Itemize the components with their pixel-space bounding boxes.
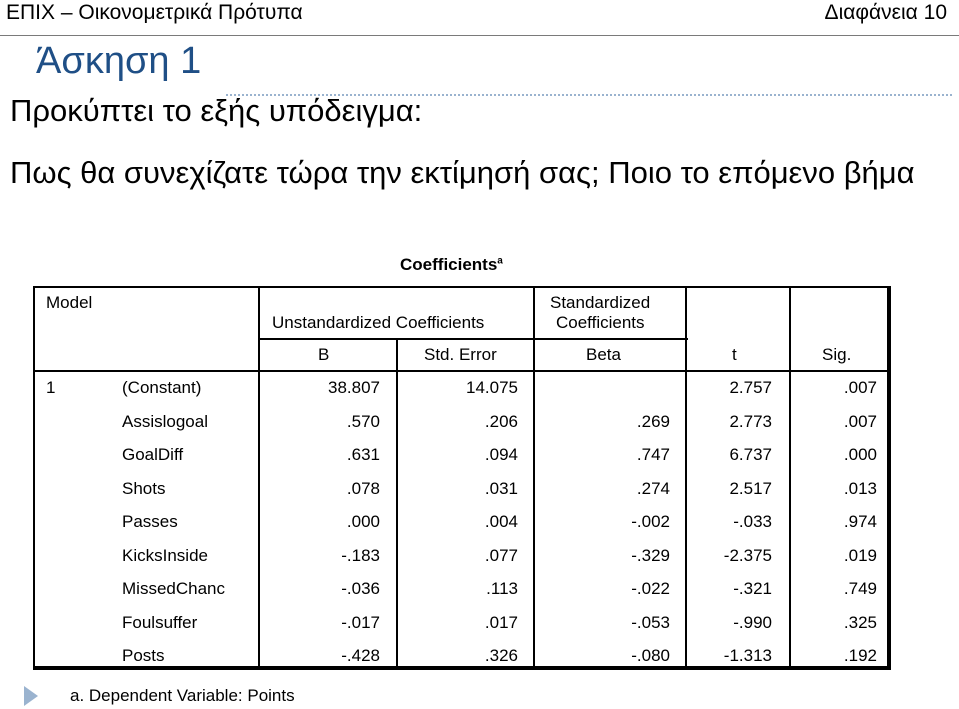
row-beta-value: -.022	[631, 579, 670, 598]
model-number: 1	[46, 378, 56, 397]
row-beta-value: -.002	[631, 512, 670, 531]
model-header: Model	[46, 293, 93, 312]
column-header-beta: Beta	[586, 345, 621, 364]
row-b-value: .078	[346, 479, 380, 498]
row-std-error-value: .077	[484, 546, 518, 565]
standardized-header-line-2: Coefficients	[556, 313, 645, 332]
coefficients-table-title	[400, 255, 503, 275]
row-variable-name: Assislogoal	[122, 412, 208, 431]
row-beta-value: .269	[636, 412, 670, 431]
row-variable-name: Foulsuffer	[122, 613, 198, 632]
row-variable-name: MissedChanc	[122, 579, 225, 598]
row-t-value: 2.773	[729, 412, 772, 431]
row-sig-value: .749	[843, 579, 877, 598]
table-vline-b	[258, 286, 260, 668]
row-variable-name: KicksInside	[122, 546, 208, 565]
row-sig-value: .007	[843, 378, 877, 397]
header-divider	[0, 35, 959, 36]
row-b-value: .631	[346, 445, 380, 464]
unstandardized-header: Unstandardized Coefficients	[272, 313, 485, 332]
row-sig-value: .000	[843, 445, 877, 464]
row-beta-value: .747	[636, 445, 670, 464]
row-std-error-value: .326	[484, 646, 518, 665]
row-b-value: -.183	[341, 546, 380, 565]
table-hline-subheader	[258, 338, 688, 340]
row-sig-value: .974	[843, 512, 877, 531]
row-b-value: -.017	[341, 613, 380, 632]
row-std-error-value: .017	[484, 613, 518, 632]
table-hline-header-bottom	[33, 370, 891, 372]
row-t-value: -1.313	[723, 646, 772, 665]
row-sig-value: .013	[843, 479, 877, 498]
row-b-value: .000	[346, 512, 380, 531]
row-sig-value: .007	[843, 412, 877, 431]
row-sig-value: .019	[843, 546, 877, 565]
row-t-value: -.990	[733, 613, 772, 632]
row-std-error-value: .206	[484, 412, 518, 431]
row-beta-value: -.080	[631, 646, 670, 665]
table-title-superscript: a	[497, 255, 503, 267]
row-beta-value: -.053	[631, 613, 670, 632]
table-title-text: Coefficients	[400, 255, 498, 274]
row-beta-value: -.329	[631, 546, 670, 565]
row-std-error-value: .094	[484, 445, 518, 464]
table-vline-beta	[533, 286, 535, 668]
table-footnote: a. Dependent Variable: Points	[70, 686, 295, 705]
row-t-value: 6.737	[729, 445, 772, 464]
table-vline-se	[396, 338, 398, 668]
row-t-value: -2.375	[723, 546, 772, 565]
bullet-arrow-icon	[24, 686, 38, 706]
row-b-value: -.036	[341, 579, 380, 598]
row-std-error-value: .031	[484, 479, 518, 498]
row-t-value: -.033	[733, 512, 772, 531]
row-variable-name: Posts	[122, 646, 165, 665]
body-line-1: Προκύπτει το εξής υπόδειγμα:	[10, 93, 423, 128]
slide-title: Άσκηση 1	[36, 40, 202, 82]
body-line-2: Πως θα συνεχίζατε τώρα την εκτίμησή σας; Ποιο το επόμενο βήμα	[10, 155, 915, 190]
row-sig-value: .192	[843, 646, 877, 665]
row-std-error-value: .004	[484, 512, 518, 531]
column-header-std-error: Std. Error	[424, 345, 497, 364]
column-header-b: B	[318, 345, 330, 364]
column-header-t: t	[732, 345, 737, 364]
slide-number: Διαφάνεια 10	[824, 1, 947, 24]
row-beta-value: .274	[636, 479, 670, 498]
row-variable-name: Passes	[122, 512, 178, 531]
row-variable-name: (Constant)	[122, 378, 202, 397]
table-vline-t	[685, 286, 687, 668]
row-sig-value: .325	[843, 613, 877, 632]
row-std-error-value: .113	[486, 579, 518, 598]
row-variable-name: GoalDiff	[122, 445, 184, 464]
row-t-value: 2.517	[729, 479, 772, 498]
column-header-sig: Sig.	[822, 345, 852, 364]
row-t-value: -.321	[733, 579, 772, 598]
row-variable-name: Shots	[122, 479, 166, 498]
course-title: ΕΠΙΧ – Οικονομετρικά Πρότυπα	[6, 1, 303, 24]
standardized-header-line-1: Standardized	[550, 293, 651, 312]
table-vline-sig	[789, 286, 791, 668]
row-b-value: -.428	[341, 646, 380, 665]
row-std-error-value: 14.075	[466, 378, 518, 397]
row-b-value: 38.807	[328, 378, 380, 397]
row-b-value: .570	[346, 412, 380, 431]
row-t-value: 2.757	[729, 378, 772, 397]
